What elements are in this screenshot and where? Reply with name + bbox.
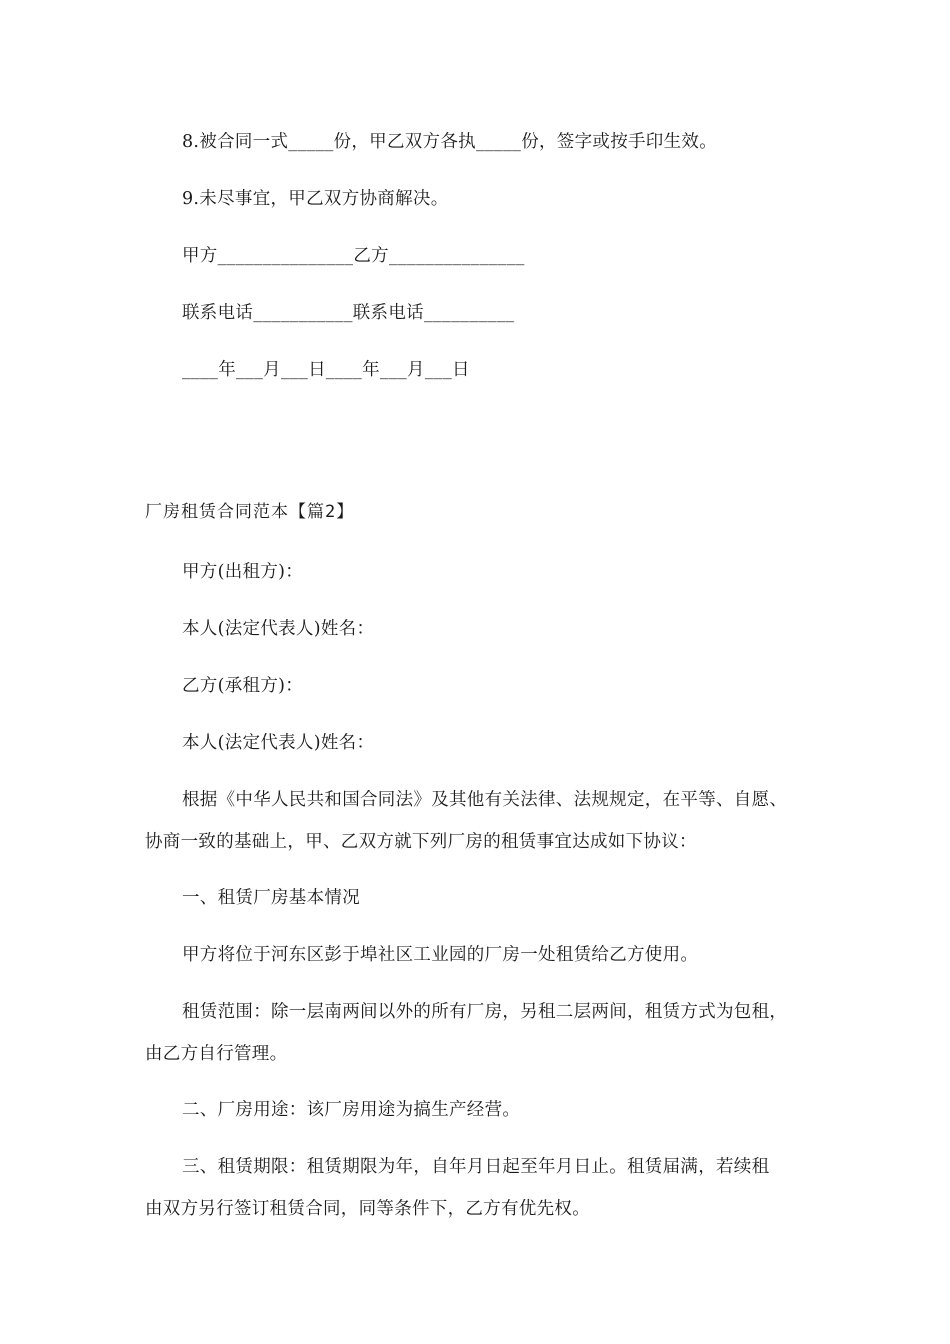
article-1-scope-line-1: 租赁范围：除一层南两间以外的所有厂房，另租二层两间，租赁方式为包租， xyxy=(182,1002,788,1022)
signature-party-line: 甲方_______________乙方_______________ xyxy=(182,246,525,266)
section-title: 厂房租赁合同范本【篇2】 xyxy=(145,502,355,522)
preamble-line-2: 协商一致的基础上，甲、乙双方就下列厂房的租赁事宜达成如下协议： xyxy=(145,832,697,852)
article-3-line-1: 三、租赁期限：租赁期限为年，自年月日起至年月日止。租赁届满，若续租 xyxy=(182,1157,770,1177)
clause-8: 8.被合同一式_____份，甲乙双方各执_____份，签字或按手印生效。 xyxy=(182,132,717,152)
article-1-location: 甲方将位于河东区彭于埠社区工业园的厂房一处租赁给乙方使用。 xyxy=(182,945,699,965)
lessor-label: 甲方(出租方)： xyxy=(182,562,304,582)
signature-phone-line: 联系电话___________联系电话__________ xyxy=(182,303,515,323)
article-1-heading: 一、租赁厂房基本情况 xyxy=(182,888,360,908)
article-1-scope-line-2: 由乙方自行管理。 xyxy=(145,1044,288,1064)
lessee-representative-label: 本人(法定代表人)姓名： xyxy=(182,733,375,753)
signature-date-line: ____年___月___日____年___月___日 xyxy=(182,360,470,380)
article-3-line-2: 由双方另行签订租赁合同，同等条件下，乙方有优先权。 xyxy=(145,1199,590,1219)
article-2: 二、厂房用途：该厂房用途为搞生产经营。 xyxy=(182,1100,521,1120)
lessee-label: 乙方(承租方)： xyxy=(182,676,304,696)
preamble-line-1: 根据《中华人民共和国合同法》及其他有关法律、法规规定，在平等、自愿、 xyxy=(182,790,788,810)
lessor-representative-label: 本人(法定代表人)姓名： xyxy=(182,619,375,639)
clause-9: 9.未尽事宜，甲乙双方协商解决。 xyxy=(182,189,449,209)
